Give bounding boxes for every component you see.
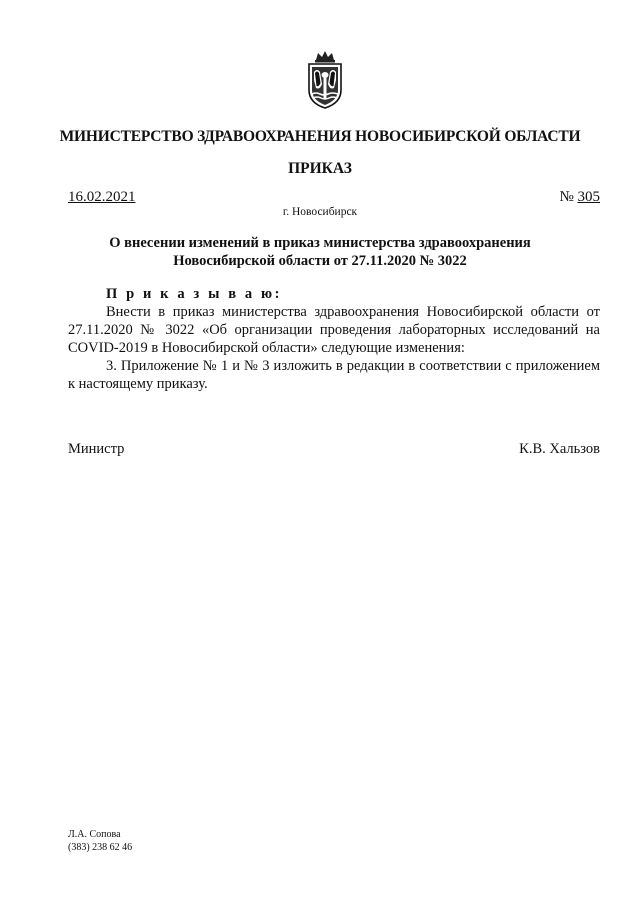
signer-name: К.В. Хальзов [519,441,600,457]
contact-author: Л.А. Сопова [68,829,121,840]
document-body [68,285,600,393]
body-paragraph-2: 3. Приложение № 1 и № 3 изложить в редакции в соответствии с приложением к настоящему приказу. [68,358,600,392]
order-number [559,189,600,206]
document-subject [60,234,580,270]
number-sign: № [559,189,574,205]
subject-line-2: Новосибирской области от 27.11.2020 № 3022 [173,253,467,269]
ministry-title: МИНИСТЕРСТВО ЗДРАВООХРАНЕНИЯ НОВОСИБИРСКОЙ ОБЛАСТИ [59,128,581,145]
body-paragraph-1: Внести в приказ министерства здравоохранения Новосибирской области от 27.11.2020 № 3022 «Об организации проведения лабораторных исследований на COVID-2019 в Новосибирской области» следующие изменения: [68,304,600,356]
contact-info [68,828,132,854]
coat-of-arms-icon [304,50,346,110]
signer-position: Министр [68,441,125,457]
document-type: ПРИКАЗ [288,160,352,177]
subject-line-1: О внесении изменений в приказ министерства здравоохранения [109,235,531,251]
contact-phone: (383) 238 62 46 [68,842,133,853]
order-number-value: 305 [577,189,600,205]
decree-heading: П р и к а з ы в а ю: [106,286,283,302]
city: г. Новосибирск [282,206,358,218]
order-date: 16.02.2021 [68,189,136,205]
